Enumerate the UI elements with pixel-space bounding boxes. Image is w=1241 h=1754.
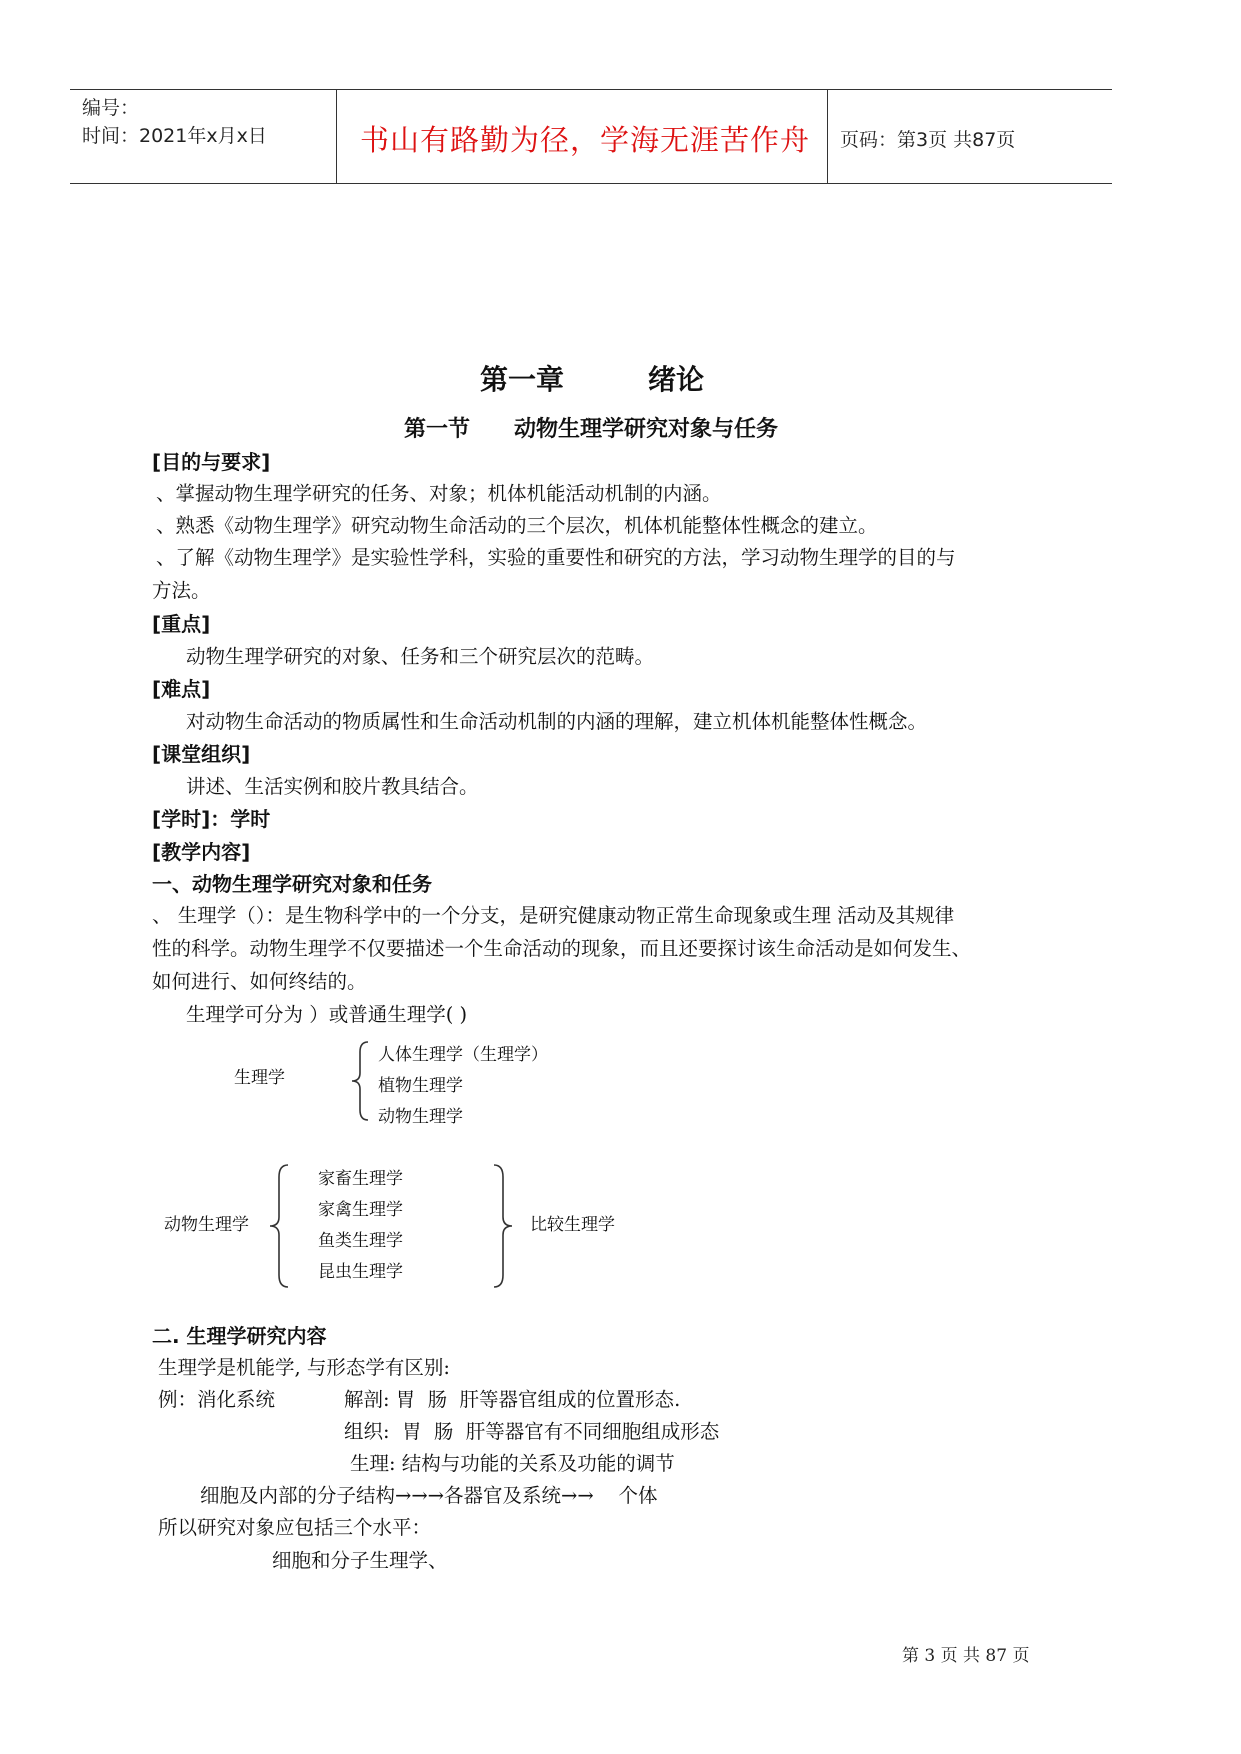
doc-number-label: 编号： (82, 97, 140, 119)
diagram2-right-brace (490, 1163, 516, 1289)
organization-text: 讲述、生活实例和胶片教具结合。 (186, 775, 479, 798)
part1-line-1: 、 生理学（）：是生物科学中的一个分支，是研究健康动物正常生命现象或生理 活动及其规律 (152, 904, 955, 927)
part2-example-anatomy: 解剖: 胃 肠 肝等器官组成的位置形态. (344, 1388, 681, 1411)
diagram2-result: 比较生理学 (530, 1215, 615, 1235)
diagram2-branch-insect: 昆虫生理学 (318, 1262, 403, 1282)
key-points-text: 动物生理学研究的对象、任务和三个研究层次的范畴。 (186, 645, 655, 668)
header-divider-right (827, 89, 828, 184)
content-heading: [教学内容] (152, 840, 251, 864)
key-points-heading: [重点] (152, 612, 211, 636)
diagram1-branch-human: 人体生理学（生理学） (378, 1045, 548, 1065)
diagram1-branch-animal: 动物生理学 (378, 1107, 463, 1127)
objective-item-2: 、熟悉《动物生理学》研究动物生命活动的三个层次，机体机能整体性概念的建立。 (156, 514, 878, 537)
difficulties-heading: [难点] (152, 677, 211, 701)
organization-heading: [课堂组织] (152, 742, 251, 766)
header-top-rule (70, 89, 1112, 90)
objective-item-3: 、了解《动物生理学》是实验性学科，实验的重要性和研究的方法，学习动物生理学的目的与 (156, 546, 956, 569)
diagram2-branch-fish: 鱼类生理学 (318, 1231, 403, 1251)
part2-example-label: 例：消化系统 (158, 1388, 276, 1411)
diagram1-branch-plant: 植物生理学 (378, 1076, 463, 1096)
part2-example-physiology: 生理: 结构与功能的关系及功能的调节 (350, 1452, 675, 1475)
header-motto: 书山有路勤为径，学海无涯苦作舟 (360, 123, 811, 157)
part1-division: 生理学可分为 ）或普通生理学( ) (186, 1003, 468, 1026)
part1-line-3: 如何进行、如何终结的。 (152, 970, 367, 993)
header-bottom-rule (70, 183, 1112, 184)
part1-line-2: 性的科学。动物生理学不仅要描述一个生命活动的现象，而且还要探讨该生命活动是如何发生、 (152, 937, 972, 960)
objectives-heading: [目的与要求] (152, 450, 271, 474)
diagram2-branch-poultry: 家禽生理学 (318, 1200, 403, 1220)
doc-time-label: 时间：2021年x月x日 (82, 125, 267, 147)
part2-chain: 细胞及内部的分子结构→→→各器官及系统→→ 个体 (200, 1484, 658, 1507)
objective-item-3-cont: 方法。 (152, 579, 211, 602)
hours-heading: [学时]：学时 (152, 807, 271, 831)
part2-levels-intro: 所以研究对象应包括三个水平： (158, 1516, 432, 1539)
part2-level-1: 细胞和分子生理学、 (272, 1549, 448, 1572)
section-title: 第一节 动物生理学研究对象与任务 (404, 417, 779, 442)
difficulties-text: 对动物生命活动的物质属性和生命活动机制的内涵的理解，建立机体机能整体性概念。 (186, 710, 928, 733)
part2-title: 二. 生理学研究内容 (152, 1324, 327, 1348)
diagram1-brace (348, 1040, 372, 1122)
diagram2-root: 动物生理学 (164, 1215, 249, 1235)
footer-page-number: 第 3 页 共 87 页 (902, 1646, 1030, 1666)
part1-title: 一、动物生理学研究对象和任务 (152, 872, 432, 896)
diagram1-root: 生理学 (234, 1068, 285, 1088)
diagram2-branch-livestock: 家畜生理学 (318, 1169, 403, 1189)
header-divider-left (336, 89, 337, 184)
diagram2-left-brace (266, 1163, 292, 1289)
part2-line-1: 生理学是机能学, 与形态学有区别: (158, 1356, 450, 1379)
objective-item-1: 、掌握动物生理学研究的任务、对象；机体机能活动机制的内涵。 (156, 482, 722, 505)
header-page-label: 页码：第3页 共87页 (840, 129, 1016, 151)
part2-example-histology: 组织: 胃 肠 肝等器官有不同细胞组成形态 (344, 1420, 720, 1443)
chapter-title: 第一章 绪论 (480, 363, 705, 396)
